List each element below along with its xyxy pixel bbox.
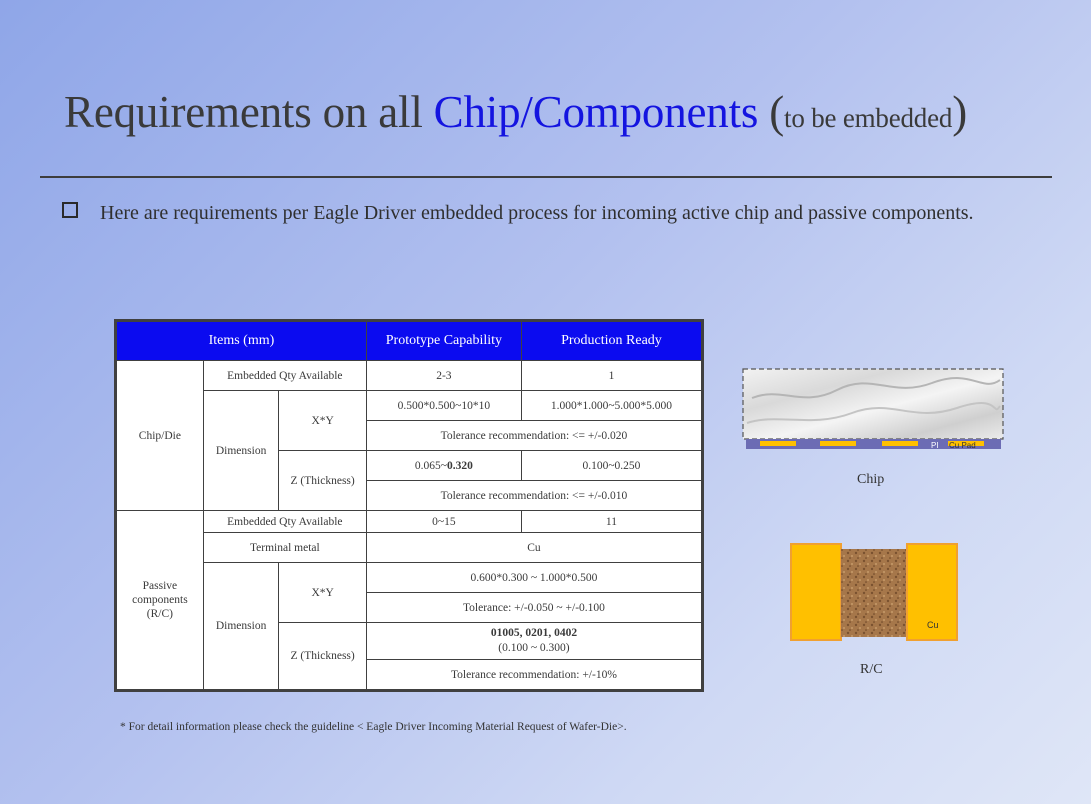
rc-caption: R/C xyxy=(860,662,883,677)
chip-diagram xyxy=(742,368,1005,453)
chip-xy-proto: 0.500*0.500~10*10 xyxy=(366,391,521,421)
title-open-paren: ( xyxy=(758,87,785,137)
terminal-value: Cu xyxy=(366,533,702,563)
footnote: * For detail information please check the guideline < Eagle Driver Incoming Material Request of Wafer-Die>. xyxy=(120,721,627,733)
rc-diagram xyxy=(790,543,960,643)
passive-z-sizes: 01005, 0201, 0402 xyxy=(490,627,578,639)
rc-left-terminal xyxy=(791,544,841,640)
passive-xy-label: X*Y xyxy=(279,563,366,623)
chip-z-proto-max: 0.320 xyxy=(447,459,473,472)
table-row xyxy=(116,391,703,421)
header-items: Items (mm) xyxy=(116,321,367,361)
bullet-item xyxy=(62,202,974,225)
chip-pad-label: Cu Pad xyxy=(949,441,976,450)
chip-xy-tolerance: Tolerance recommendation: <= +/-0.020 xyxy=(366,421,702,451)
slide-title xyxy=(64,86,967,138)
passive-qty-proto: 0~15 xyxy=(366,511,521,533)
passive-z-value xyxy=(366,623,702,660)
chip-z-proto xyxy=(366,451,521,481)
chip-qty-prod: 1 xyxy=(521,361,702,391)
rc-body xyxy=(841,549,907,637)
chip-z-tolerance: Tolerance recommendation: <= +/-0.010 xyxy=(366,481,702,511)
header-prototype: Prototype Capability xyxy=(366,321,521,361)
passive-qty-label: Embedded Qty Available xyxy=(203,511,366,533)
title-divider xyxy=(40,176,1052,178)
chip-z-label: Z (Thickness) xyxy=(279,451,366,511)
chip-z-prod: 0.100~0.250 xyxy=(521,451,702,481)
chip-qty-label: Embedded Qty Available xyxy=(203,361,366,391)
chip-dimension-label: Dimension xyxy=(203,391,279,511)
chip-pad xyxy=(820,441,856,446)
chip-pad xyxy=(882,441,918,446)
title-accent: Chip/Components xyxy=(433,87,759,137)
chip-xy-prod: 1.000*1.000~5.000*5.000 xyxy=(521,391,702,421)
chip-qty-proto: 2-3 xyxy=(366,361,521,391)
rc-cu-label: Cu xyxy=(927,620,939,630)
title-main: Requirements on all xyxy=(64,87,434,137)
passive-qty-prod: 11 xyxy=(521,511,702,533)
chip-pi-label: PI xyxy=(931,441,939,450)
passive-dimension-label: Dimension xyxy=(203,563,279,691)
requirements-table xyxy=(114,319,704,692)
table-row xyxy=(116,511,703,533)
table-row xyxy=(116,563,703,593)
passive-xy-tolerance: Tolerance: +/-0.050 ~ +/-0.100 xyxy=(366,593,702,623)
table-row xyxy=(116,533,703,563)
passive-z-tolerance: Tolerance recommendation: +/-10% xyxy=(366,660,702,691)
passive-group-text: Passive components (R/C) xyxy=(132,580,188,620)
terminal-label: Terminal metal xyxy=(203,533,366,563)
title-close-paren: ) xyxy=(952,87,967,137)
chip-z-proto-min: 0.065~ xyxy=(414,459,447,472)
table-header-row xyxy=(116,321,703,361)
header-production: Production Ready xyxy=(521,321,702,361)
bullet-text: Here are requirements per Eagle Driver embedded process for incoming active chip and passive components. xyxy=(100,202,974,224)
passive-group-label xyxy=(116,511,204,691)
rc-svg xyxy=(790,543,960,643)
chip-caption: Chip xyxy=(857,472,885,487)
chip-svg xyxy=(742,368,1005,453)
square-bullet-icon xyxy=(62,202,78,218)
passive-z-range: (0.100 ~ 0.300) xyxy=(498,642,570,654)
chip-pad xyxy=(760,441,796,446)
chip-xy-label: X*Y xyxy=(279,391,366,451)
table-row xyxy=(116,361,703,391)
chip-group-label: Chip/Die xyxy=(116,361,204,511)
title-subtitle: to be embedded xyxy=(784,103,953,133)
passive-xy-value: 0.600*0.300 ~ 1.000*0.500 xyxy=(366,563,702,593)
passive-z-label: Z (Thickness) xyxy=(279,623,366,691)
